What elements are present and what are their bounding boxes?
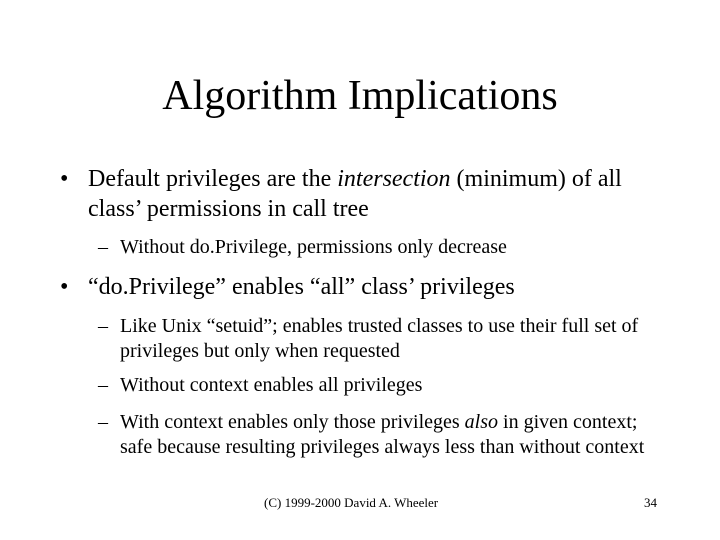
sub-bullet-marker: – [98, 236, 108, 258]
footer-page-number: 34 [644, 495, 657, 510]
sub-bullet-text: Without context enables all privileges [120, 374, 423, 396]
bullet-text-part: Default privileges are the [88, 166, 338, 192]
sub-bullet-text: Like Unix “setuid”; enables trusted classes to use their full set of privileges but only when requested [120, 315, 639, 362]
bullet-text [88, 164, 668, 224]
sub-bullet-marker: – [98, 411, 108, 433]
sub-bullet-marker: – [98, 315, 108, 337]
emphasis-text: intersection [337, 166, 451, 192]
emphasis-text: also [464, 411, 499, 433]
bullet-text-part: (minimum) of all class’ permissions in call tree [88, 166, 622, 222]
bullet-text: “do.Privilege” enables “all” class’ privileges [88, 274, 515, 300]
sub-bullet-text: Without do.Privilege, permissions only decrease [120, 236, 507, 258]
bullet-marker: • [60, 274, 69, 300]
footer-copyright: (C) 1999-2000 David A. Wheeler [264, 495, 439, 510]
bullet-marker: • [60, 166, 69, 192]
sub-bullet-text-part: in given context; safe because resulting privileges always less than without context [120, 411, 645, 458]
slide-title: Algorithm Implications [162, 73, 558, 119]
sub-bullet-marker: – [98, 374, 108, 396]
sub-bullet-text-part: With context enables only those privileges [120, 411, 465, 433]
sub-bullet-text [120, 410, 660, 460]
